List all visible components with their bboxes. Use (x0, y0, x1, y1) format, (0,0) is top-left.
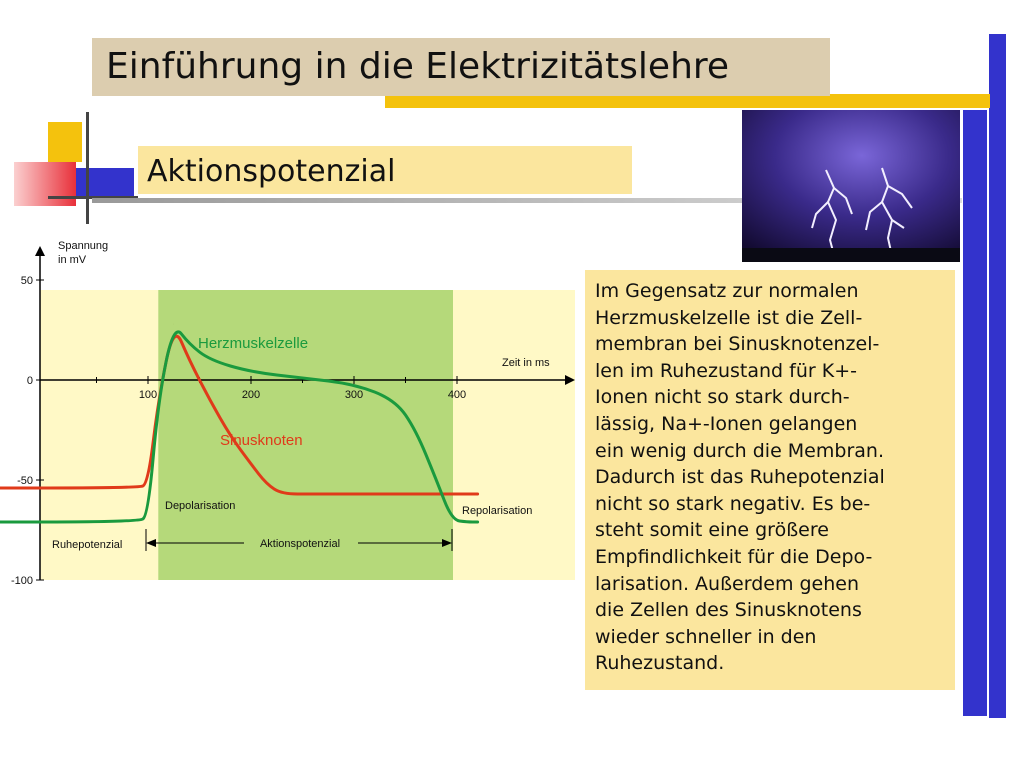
right-accent-bar-outer (989, 34, 1006, 718)
y-tick-label: -100 (10, 575, 33, 587)
page-subtitle: Aktionspotenzial (147, 154, 396, 189)
x-tick-label: 300 (344, 389, 364, 401)
title-underline-bar (385, 94, 990, 108)
decor-blue-square (76, 168, 134, 198)
page-title: Einführung in die Elektrizitätslehre (106, 46, 730, 87)
y-axis-arrow (35, 246, 45, 256)
annotation-ruhepotenzial: Ruhepotenzial (52, 539, 123, 551)
series-label-sinusknoten: Sinusknoten (220, 432, 303, 449)
y-tick-label: 0 (26, 375, 33, 387)
x-axis-label: Zeit in ms (502, 357, 550, 369)
decor-yellow-square (48, 122, 82, 162)
y-axis-label-line1: Spannung (58, 240, 109, 252)
y-axis-label-line2: in mV (58, 254, 87, 266)
action-potential-chart (0, 230, 585, 595)
y-tick-label: 50 (20, 275, 33, 287)
annotation-depolarisation: Depolarisation (165, 500, 236, 512)
y-tick-label: -50 (17, 475, 33, 487)
x-tick-label: 400 (447, 389, 467, 401)
explanation-text: Im Gegensatz zur normalen Herzmuskelzelle ist die Zell- membran bei Sinusknotenzel- len im Ruhezustand für K+- Ionen nicht so stark durch- lässig, Na+-Ionen gelangen ein wenig durch die Membran. Dadurch ist das Ruhepotenzial nicht so stark negativ. Es be- steht somit eine größere Empfindlichkeit für die Depo- larisation. Außerdem gehen die Zellen des Sinusknotens wieder schneller in den Ruhezustand. (595, 280, 885, 675)
x-tick-label: 100 (138, 389, 158, 401)
lightning-photo (742, 110, 960, 262)
decor-vertical-line (86, 112, 89, 224)
annotation-repolarisation: Repolarisation (462, 505, 533, 517)
series-label-herzmuskelzelle: Herzmuskelzelle (198, 335, 309, 352)
decor-red-square (14, 162, 76, 206)
annotation-aktionspotenzial: Aktionspotenzial (259, 538, 341, 550)
x-tick-label: 200 (241, 389, 261, 401)
right-accent-bar-inner (963, 110, 987, 716)
